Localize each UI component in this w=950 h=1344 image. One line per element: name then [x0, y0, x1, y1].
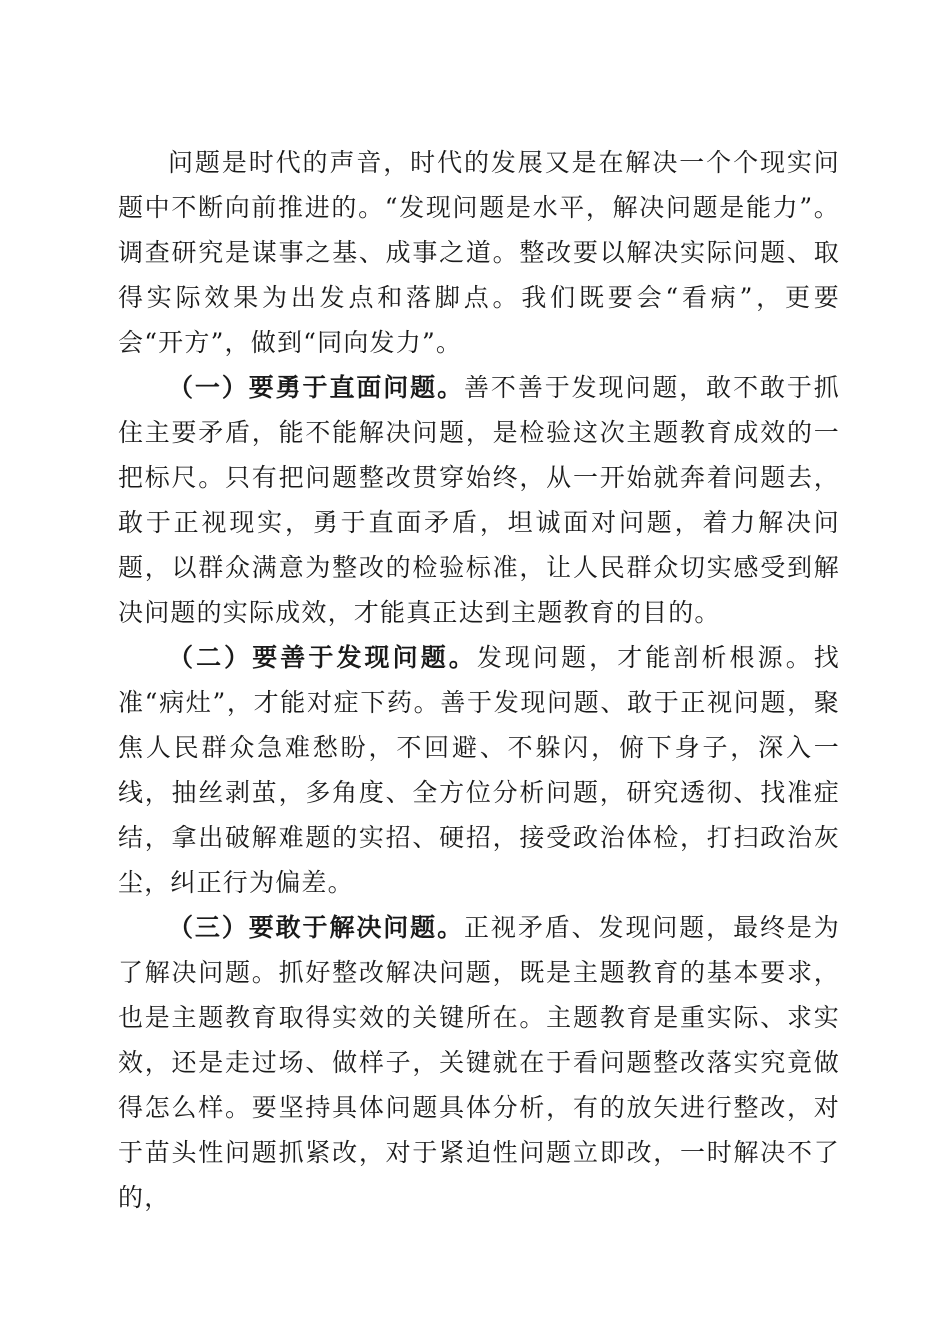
paragraph-text: 善不善于发现问题，敢不敢于抓住主要矛盾，能不能解决问题，是检验这次主题教育成效的一把标尺。只有把问题整改贯穿始终，从一开始就奔着问题去，敢于正视现实，勇于直面矛盾，坦诚面对问题，着力解决问题，以群众满意为整改的检验标准，让人民群众切实感受到解决问题的实际成效，才能真正达到主题教育的目的。: [118, 373, 841, 627]
paragraph-section-3: [118, 905, 840, 1220]
section-heading: （二）要善于发现问题。: [168, 643, 477, 672]
section-heading: （三）要敢于解决问题。: [168, 913, 464, 942]
section-heading: （一）要勇于直面问题。: [168, 373, 464, 402]
paragraph-section-2: [118, 635, 840, 905]
paragraph-text: 问题是时代的声音，时代的发展又是在解决一个个现实问题中不断向前推进的。“发现问题是水平，解决问题是能力”。调查研究是谋事之基、成事之道。整改要以解决实际问题、取得实际效果为出发点和落脚点。我们既要会“看病”，更要会“开方”，做到“同向发力”。: [118, 148, 840, 357]
paragraph-text: 正视矛盾、发现问题，最终是为了解决问题。抓好整改解决问题，既是主题教育的基本要求，也是主题教育取得实效的关键所在。主题教育是重实际、求实效，还是走过场、做样子，关键就在于看问题整改落实究竟做得怎么样。要坚持具体问题具体分析，有的放矢进行整改，对于苗头性问题抓紧改，对于紧迫性问题立即改，一时解决不了的，: [118, 913, 841, 1212]
document-body: [118, 140, 840, 1220]
paragraph-section-1: [118, 365, 840, 635]
paragraph-text: 发现问题，才能剖析根源。找准“病灶”，才能对症下药。善于发现问题、敢于正视问题，聚焦人民群众急难愁盼，不回避、不躲闪，俯下身子，深入一线，抽丝剥茧，多角度、全方位分析问题，研究透彻、找准症结，拿出破解难题的实招、硬招，接受政治体检，打扫政治灰尘，纠正行为偏差。: [118, 643, 840, 897]
paragraph-intro: [118, 140, 840, 365]
